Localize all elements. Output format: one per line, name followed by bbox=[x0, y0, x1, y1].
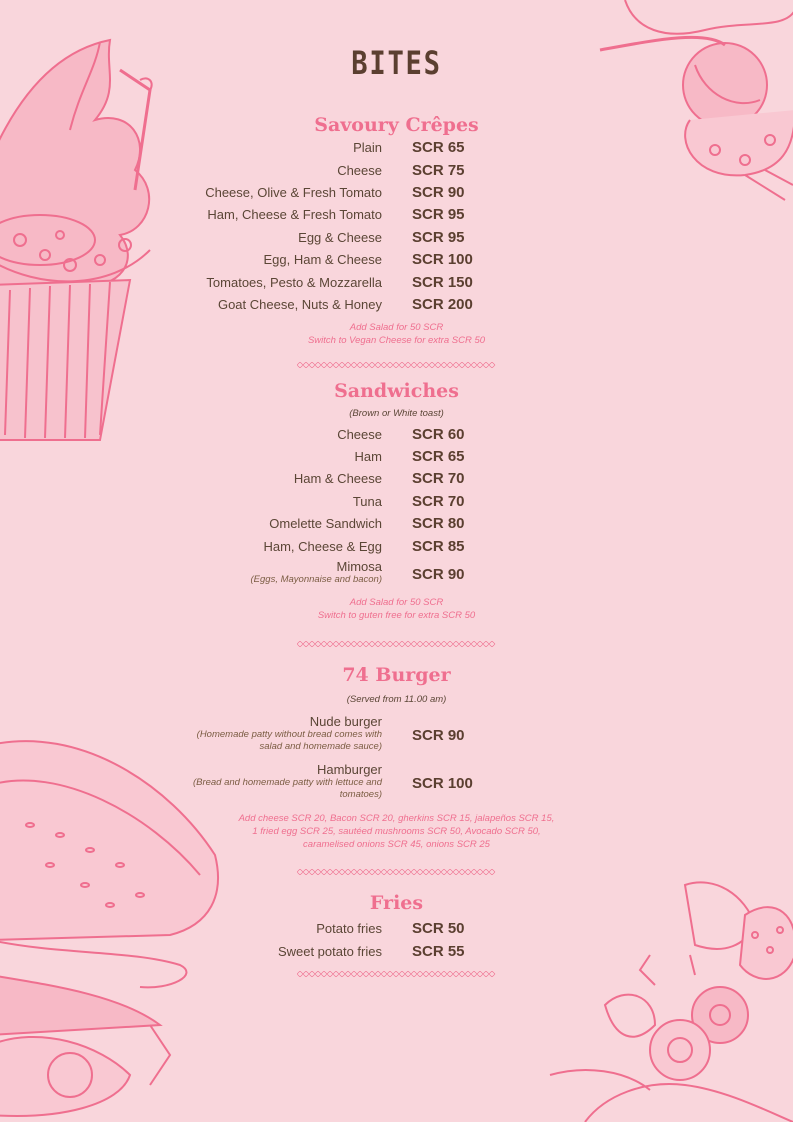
menu-item bbox=[0, 560, 793, 590]
burger-extras: Add cheese SCR 20, Bacon SCR 20, gherkins SCR 15, jalapeños SCR 15, bbox=[238, 813, 555, 824]
sandwiches-note: Add Salad for 50 SCR bbox=[349, 597, 444, 608]
menu-item bbox=[0, 536, 793, 558]
menu-item-name: Egg, Ham & Cheese bbox=[263, 252, 382, 267]
menu-item bbox=[0, 160, 793, 182]
menu-item-price: SCR 60 bbox=[412, 426, 465, 443]
menu-item bbox=[0, 249, 793, 271]
menu-item-name: Tomatoes, Pesto & Mozzarella bbox=[206, 275, 382, 290]
menu-item bbox=[0, 941, 793, 963]
menu-item bbox=[0, 513, 793, 535]
menu-item-description: (Eggs, Mayonnaise and bacon) bbox=[250, 574, 382, 585]
menu-item-price: SCR 95 bbox=[412, 229, 465, 246]
menu-item-name: Ham & Cheese bbox=[293, 471, 382, 486]
divider bbox=[297, 362, 497, 368]
menu-item-price: SCR 65 bbox=[412, 448, 465, 465]
burger-section-title: 74 Burger bbox=[342, 664, 451, 686]
menu-item-name: Plain bbox=[353, 140, 382, 155]
menu-item-title: Mimosa bbox=[336, 559, 382, 574]
menu-item-price: SCR 90 bbox=[412, 566, 465, 583]
menu-item-price: SCR 95 bbox=[412, 206, 465, 223]
menu-item-name: Ham bbox=[354, 449, 382, 464]
sandwiches-subtitle: (Brown or White toast) bbox=[349, 408, 444, 419]
menu-item-price: SCR 65 bbox=[412, 139, 465, 156]
menu-item-name: Cheese bbox=[337, 163, 382, 178]
divider bbox=[297, 971, 497, 977]
menu-item bbox=[0, 137, 793, 159]
crepes-section-title: Savoury Crêpes bbox=[314, 114, 479, 136]
menu-item-name: Goat Cheese, Nuts & Honey bbox=[217, 297, 382, 312]
menu-item bbox=[0, 491, 793, 513]
menu-item-name bbox=[122, 560, 382, 586]
menu-item bbox=[0, 182, 793, 204]
menu-item-name: Ham, Cheese & Fresh Tomato bbox=[207, 207, 382, 222]
menu-item-description: (Homemade patty without bread comes with bbox=[196, 729, 382, 740]
menu-item-name: Ham, Cheese & Egg bbox=[263, 539, 382, 554]
menu-item bbox=[0, 227, 793, 249]
sandwiches-note: Switch to guten free for extra SCR 50 bbox=[317, 610, 476, 621]
burger-extras: 1 fried egg SCR 25, sautéed mushrooms SCR 50, Avocado SCR 50, bbox=[252, 826, 541, 837]
menu-item-name: Potato fries bbox=[316, 921, 382, 936]
crepes-note: Add Salad for 50 SCR bbox=[349, 322, 444, 333]
page-title: BITES bbox=[351, 44, 442, 82]
menu-item-price: SCR 100 bbox=[412, 251, 473, 268]
menu-item-name: Omelette Sandwich bbox=[269, 516, 382, 531]
menu-item-price: SCR 100 bbox=[412, 775, 473, 792]
burger-subtitle: (Served from 11.00 am) bbox=[346, 694, 447, 705]
menu-item-name: Cheese bbox=[337, 427, 382, 442]
menu-item-price: SCR 150 bbox=[412, 274, 473, 291]
sandwiches-section-title: Sandwiches bbox=[334, 380, 459, 402]
menu-item bbox=[0, 715, 793, 757]
menu-item-name bbox=[122, 763, 382, 801]
menu-item bbox=[0, 272, 793, 294]
fries-section-title: Fries bbox=[369, 892, 424, 914]
menu-item-price: SCR 90 bbox=[412, 727, 465, 744]
menu-item-description: salad and homemade sauce) bbox=[259, 741, 382, 752]
burger-extras: caramelised onions SCR 45, onions SCR 25 bbox=[303, 839, 490, 850]
menu-item bbox=[0, 424, 793, 446]
menu-item-price: SCR 50 bbox=[412, 920, 465, 937]
menu-item-price: SCR 80 bbox=[412, 515, 465, 532]
menu-item-name: Egg & Cheese bbox=[298, 230, 382, 245]
menu-item-name: Cheese, Olive & Fresh Tomato bbox=[205, 185, 382, 200]
menu-item-price: SCR 90 bbox=[412, 184, 465, 201]
menu-item bbox=[0, 446, 793, 468]
menu-item bbox=[0, 763, 793, 805]
menu-item-price: SCR 75 bbox=[412, 162, 465, 179]
divider bbox=[297, 869, 497, 875]
menu-item-name: Sweet potato fries bbox=[277, 944, 382, 959]
menu-item-title: Nude burger bbox=[309, 714, 382, 729]
crepes-note: Switch to Vegan Cheese for extra SCR 50 bbox=[307, 335, 486, 346]
menu-item-price: SCR 200 bbox=[412, 296, 473, 313]
menu-item bbox=[0, 918, 793, 940]
menu-item-price: SCR 70 bbox=[412, 470, 465, 487]
menu-item-price: SCR 85 bbox=[412, 538, 465, 555]
menu-item-description: (Bread and homemade patty with lettuce and bbox=[192, 777, 382, 788]
menu-item-name: Tuna bbox=[352, 494, 382, 509]
menu-item bbox=[0, 468, 793, 490]
menu-item-description: tomatoes) bbox=[339, 789, 382, 800]
menu-item-title: Hamburger bbox=[316, 762, 382, 777]
menu-item-name bbox=[122, 715, 382, 753]
menu-item bbox=[0, 204, 793, 226]
divider bbox=[297, 641, 497, 647]
menu-item-price: SCR 70 bbox=[412, 493, 465, 510]
menu-item bbox=[0, 294, 793, 316]
menu-item-price: SCR 55 bbox=[412, 943, 465, 960]
